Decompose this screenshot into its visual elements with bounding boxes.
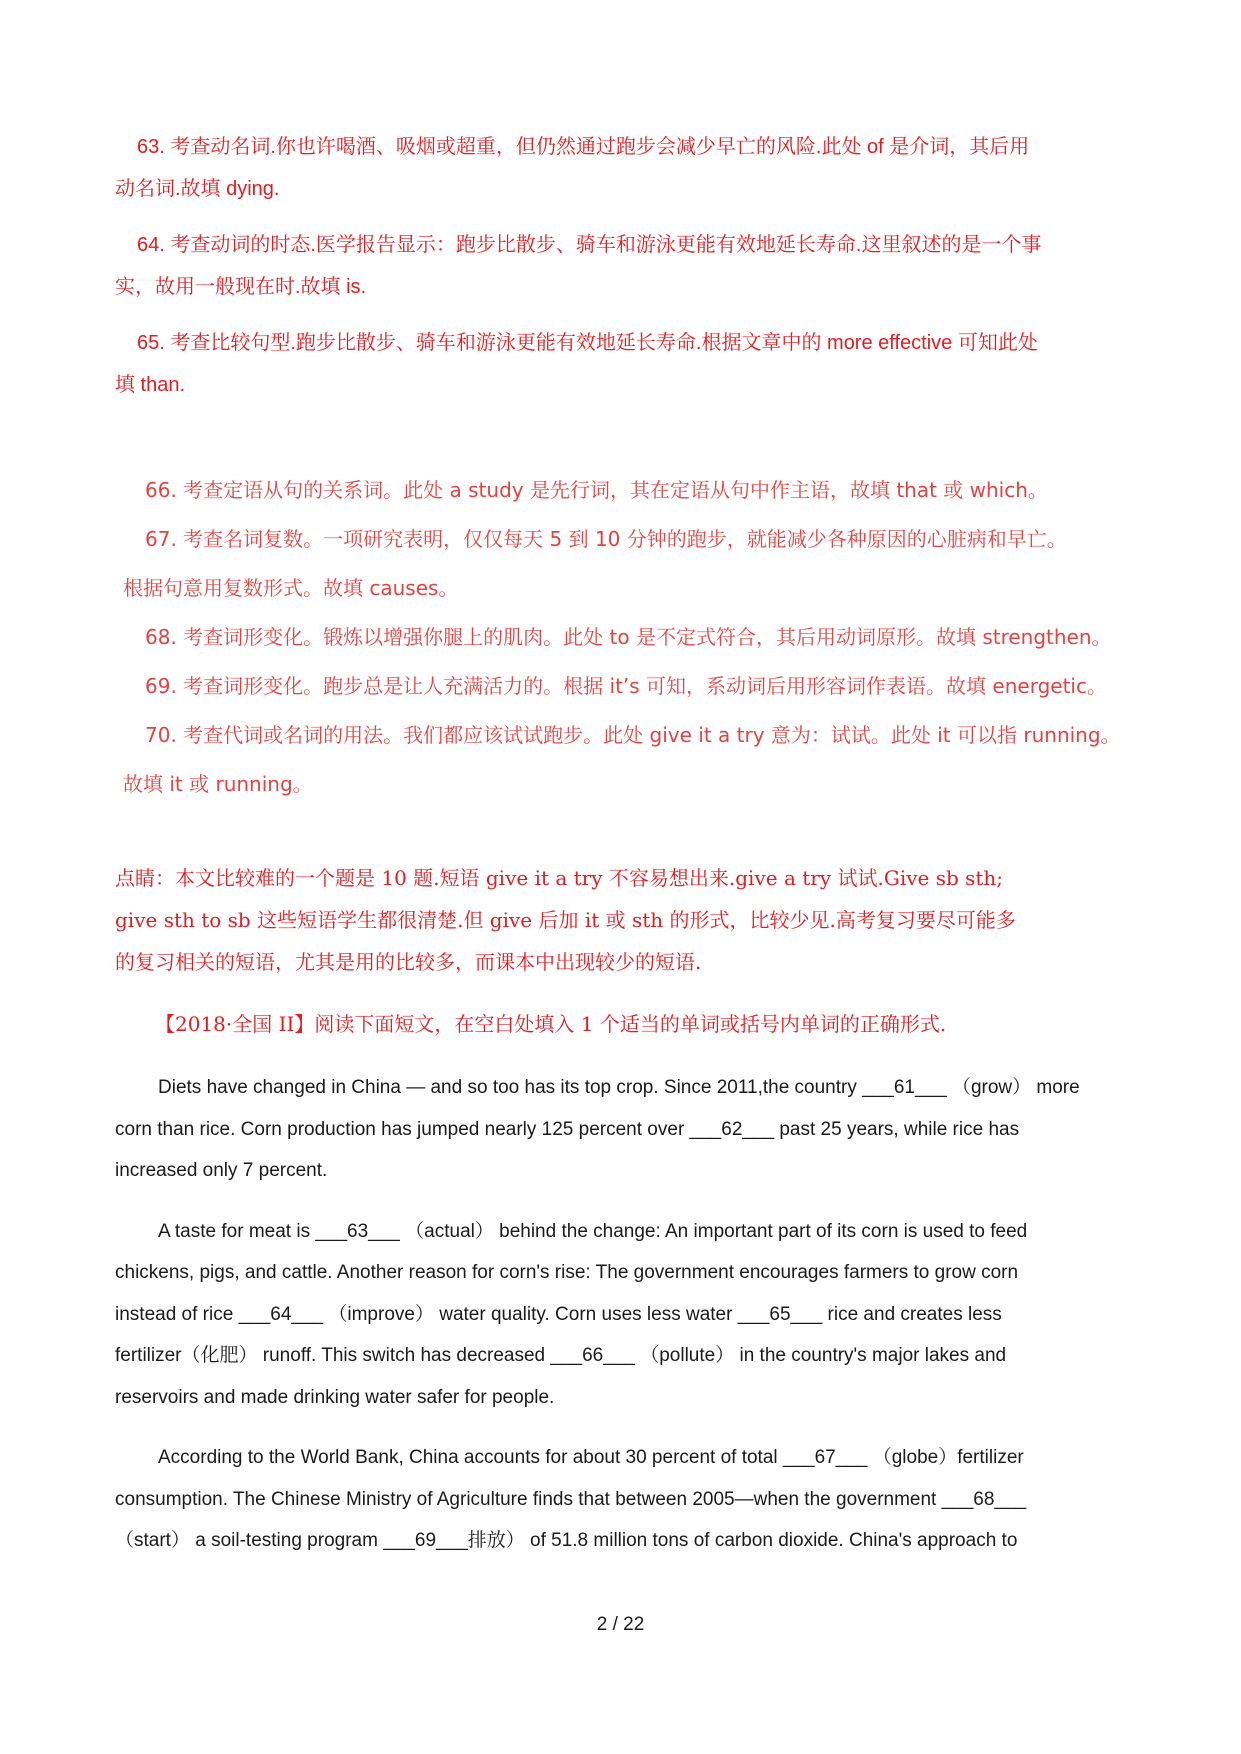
source-tag: 【2018·全国 II】 [155,1012,315,1036]
answer-67: 67. 考查名词复数。一项研究表明，仅仅每天 5 到 10 分钟的跑步，就能减少各种原因的心脏病和早亡。 [145,527,1067,551]
passage-paragraph [115,1437,1125,1562]
answer-64-line2: 实，故用一般现在时.故填 is. [115,276,367,298]
passage-line: corn than rice. Corn production has jumped nearly 125 percent over ___62___ past 25 years, while rice has [115,1118,1020,1140]
answer-64 [115,224,1125,308]
passage-line: According to the World Bank, China accounts for about 30 percent of total ___67___ （globe）fertilizer [158,1447,1024,1468]
note-block [115,857,1125,983]
answer-65-line2: 填 than. [115,374,186,396]
note-line3: 的复习相关的短语，尤其是用的比较多，而课本中出现较少的短语. [115,950,702,974]
passage-paragraph [115,1067,1125,1192]
passage-line: Diets have changed in China — and so too has its top crop. Since 2011,the country ___61___ （grow） more [158,1077,1080,1098]
source-heading [115,1003,1125,1045]
answer-63 [115,126,1125,210]
passage-line: chickens, pigs, and cattle. Another reason for corn's rise: The government encourages farmers to grow corn [115,1262,1019,1283]
answer-66: 66. 考查定语从句的关系词。此处 a study 是先行词，其在定语从句中作主语，故填 that 或 which。 [145,478,1048,502]
answer-63-line1: 63. 考查动名词.你也许喝酒、吸烟或超重，但仍然通过跑步会减少早亡的风险.此处 of 是介词，其后用 [137,136,1030,158]
answer-69: 69. 考查词形变化。跑步总是让人充满活力的。根据 it’s 可知，系动词后用形容词作表语。故填 energetic。 [145,674,1107,698]
note-line2: give sth to sb 这些短语学生都很清楚.但 give 后加 it 或 sth 的形式，比较少见.高考复习要尽可能多 [115,908,1016,932]
passage-line: A taste for meat is ___63___ （actual） behind the change: An important part of its corn is used to feed [158,1220,1028,1242]
passage-line: reservoirs and made drinking water safer for people. [115,1386,555,1408]
reading-passage [115,1067,1125,1562]
answer-64-line1: 64. 考查动词的时态.医学报告显示：跑步比散步、骑车和游泳更能有效地延长寿命.这里叙述的是一个事 [137,234,1042,256]
answer-67-continued: 根据句意用复数形式。故填 causes。 [123,576,459,600]
answer-65 [115,322,1125,406]
page-number: 2 / 22 [596,1614,645,1635]
passage-paragraph [115,1211,1125,1419]
passage-line: instead of rice ___64___ （improve） water quality. Corn uses less water ___65___ rice and creates less [115,1303,1002,1325]
answer-70: 70. 考查代词或名词的用法。我们都应该试试跑步。此处 give it a try 意为：试试。此处 it 可以指 running。 [145,723,1121,747]
passage-line: fertilizer（化肥） runoff. This switch has decreased ___66___ （pollute） in the country's major lakes and [115,1345,1007,1366]
answer-block-66-70 [115,466,1155,809]
passage-line: （start） a soil-testing program ___69___排放） of 51.8 million tons of carbon dioxide. China's approach to [115,1530,1018,1551]
answer-63-line2: 动名词.故填 dying. [115,178,280,200]
source-instruction: 阅读下面短文，在空白处填入 1 个适当的单词或括号内单词的正确形式. [314,1012,947,1036]
note-line1: 点睛：本文比较难的一个题是 10 题.短语 give it a try 不容易想出来.give a try 试试.Give sb sth; [115,866,1004,890]
answer-65-line1: 65. 考查比较句型.跑步比散步、骑车和游泳更能有效地延长寿命.根据文章中的 more effective 可知此处 [137,332,1038,354]
answer-block-63-65 [115,126,1125,406]
passage-line: consumption. The Chinese Ministry of Agriculture finds that between 2005—when the government ___68___ [115,1488,1027,1510]
answer-68: 68. 考查词形变化。锻炼以增强你腿上的肌肉。此处 to 是不定式符合，其后用动词原形。故填 strengthen。 [145,625,1112,649]
passage-line: increased only 7 percent. [115,1160,328,1181]
answer-70-continued: 故填 it 或 running。 [123,772,313,796]
